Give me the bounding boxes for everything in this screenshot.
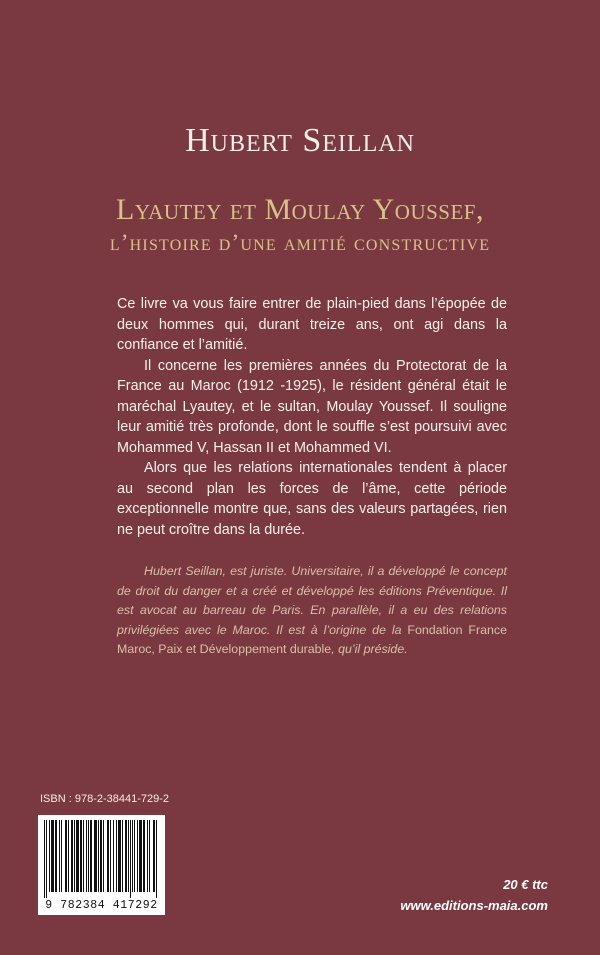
book-title: Lyautey et Moulay Youssef, xyxy=(116,193,484,226)
blurb-paragraph-1: Ce livre va vous faire entrer de plain-pied dans l’épopée de deux hommes qui, durant treize ans, ont agi dans la confiance et l’amitié. xyxy=(117,296,507,353)
barcode-bar xyxy=(80,820,82,892)
barcode-bar xyxy=(76,820,79,892)
barcode-bar xyxy=(74,820,75,892)
barcode-bars-icon xyxy=(44,820,159,898)
publisher-website: www.editions-maia.com xyxy=(400,898,548,913)
barcode-bar xyxy=(113,820,114,892)
barcode-bar xyxy=(98,820,99,892)
barcode-bar xyxy=(116,820,117,892)
barcode-bar xyxy=(110,820,111,892)
barcode-bar xyxy=(90,820,92,892)
barcode-bar xyxy=(134,820,135,892)
barcode-bar xyxy=(46,820,47,898)
barcode-digits: 9 782384 417292 xyxy=(45,899,158,912)
barcode-bar xyxy=(147,820,148,892)
barcode-bar xyxy=(86,820,87,892)
barcode-bar xyxy=(55,820,57,892)
barcode-bar xyxy=(149,820,150,892)
barcode-bar xyxy=(83,820,84,892)
bio-text-1: Hubert Seillan, est juriste. Universitaire, il a développé le concept de droit du danger et a créé et développé les éditions Préventique. Il est avocat au barreau de Paris. En parallèle, il a eu des relations privilégiées avec le Maroc. Il est à l’origine de la xyxy=(117,564,507,637)
barcode-bar xyxy=(125,820,127,892)
barcode-bar xyxy=(153,820,155,892)
barcode-bar xyxy=(59,820,60,892)
book-subtitle: l’histoire d’une amitié constructive xyxy=(109,230,491,255)
barcode-bar xyxy=(143,820,145,892)
barcode-bar xyxy=(118,820,121,892)
barcode-bar xyxy=(61,820,62,892)
barcode-bar xyxy=(122,820,123,892)
barcode-bar xyxy=(88,820,89,892)
barcode-bar xyxy=(107,820,109,892)
barcode-bar xyxy=(132,820,133,892)
barcode-bar xyxy=(94,820,97,892)
barcode-bar xyxy=(139,820,142,892)
isbn-label: ISBN : 978-2-38441-729-2 xyxy=(40,793,170,805)
author-bio xyxy=(117,562,507,660)
back-cover-blurb xyxy=(117,294,507,540)
barcode-bar xyxy=(156,820,157,898)
barcode xyxy=(38,815,165,915)
barcode-bar xyxy=(128,820,129,892)
barcode-bar xyxy=(49,820,50,892)
barcode-bar xyxy=(68,820,69,892)
price: 20 € ttc xyxy=(503,877,548,892)
barcode-bar xyxy=(71,820,73,892)
blurb-paragraph-3: Alors que les relations internationales tendent à placer au second plan les forces de l’âme, cette période exceptionnelle montre que, sans des valeurs partagées, rien ne peut croître dans la durée. xyxy=(117,460,507,538)
barcode-bar xyxy=(103,820,104,892)
barcode-bar xyxy=(100,820,102,892)
barcode-bar xyxy=(130,820,131,898)
barcode-bar xyxy=(44,820,45,898)
author-name: Hubert Seillan xyxy=(185,122,415,159)
barcode-bar xyxy=(51,820,54,892)
bio-text-2: , qu’il préside. xyxy=(331,642,408,656)
barcode-bar xyxy=(65,820,67,892)
bio-foundation-name: Fondation France Maroc, Paix et Développement durable xyxy=(117,622,507,656)
barcode-bar xyxy=(137,820,138,892)
blurb-paragraph-2: Il concerne les premières années du Protectorat de la France au Maroc (1912 -1925), le résident général était le maréchal Lyautey, et le sultan, Moulay Youssef. Il souligne leur amitié très profonde, dont le souffle s’est poursuivi avec Mohammed V, Hassan II et Mohammed VI. xyxy=(117,357,507,456)
